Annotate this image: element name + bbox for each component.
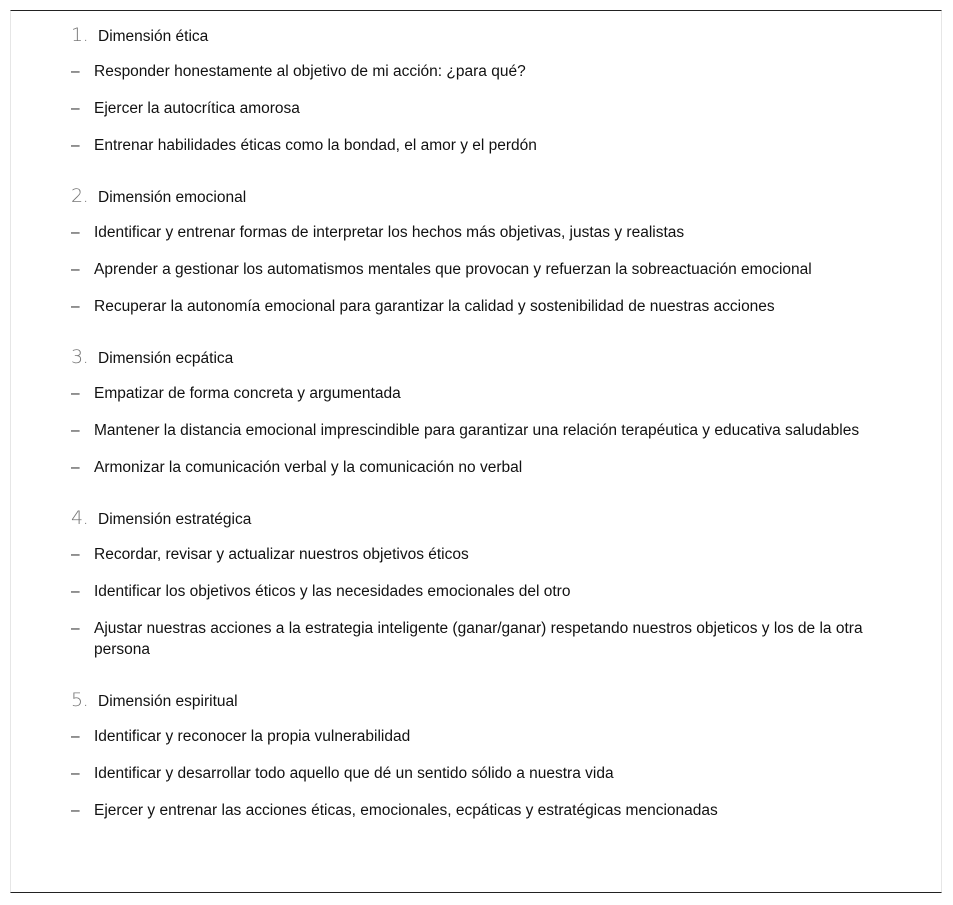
- dash-bullet: –: [71, 422, 80, 439]
- dash-bullet: –: [71, 63, 80, 80]
- section-heading: [71, 346, 901, 368]
- list-item: [71, 618, 901, 660]
- dash-bullet: –: [71, 546, 80, 563]
- section-title: Dimensión espiritual: [98, 693, 238, 710]
- item-text: Recuperar la autonomía emocional para garantizar la calidad y sostenibilidad de nuestras acciones: [94, 298, 775, 315]
- list-item: [71, 581, 901, 602]
- list-item: [71, 259, 901, 280]
- item-text: Identificar y desarrollar todo aquello que dé un sentido sólido a nuestra vida: [94, 765, 614, 782]
- list-item: [71, 383, 901, 404]
- section-heading: [71, 507, 901, 529]
- section-heading: [71, 689, 901, 711]
- list-item: [71, 61, 901, 82]
- section-title: Dimensión ética: [98, 28, 209, 45]
- section-heading: [71, 24, 901, 46]
- section-espiritual: [71, 689, 901, 821]
- dash-bullet: –: [71, 765, 80, 782]
- dash-bullet: –: [71, 298, 80, 315]
- section-number: 1.: [71, 24, 89, 46]
- dash-bullet: –: [71, 224, 80, 241]
- list-item: [71, 420, 901, 441]
- section-number: 5.: [71, 689, 89, 711]
- list-item: [71, 135, 901, 156]
- dash-bullet: –: [71, 620, 80, 637]
- table-frame: [10, 10, 942, 893]
- item-text: Ejercer la autocrítica amorosa: [94, 100, 300, 117]
- section-number: 4.: [71, 507, 89, 529]
- dash-bullet: –: [71, 137, 80, 154]
- dash-bullet: –: [71, 728, 80, 745]
- list-item: [71, 457, 901, 478]
- dash-bullet: –: [71, 261, 80, 278]
- list-item: [71, 296, 901, 317]
- item-text: Identificar los objetivos éticos y las necesidades emocionales del otro: [94, 583, 571, 600]
- section-ecpatica: [71, 346, 901, 478]
- section-number: 2.: [71, 185, 89, 207]
- dash-bullet: –: [71, 459, 80, 476]
- item-text: Mantener la distancia emocional imprescindible para garantizar una relación terapéutica y educativa saludables: [94, 422, 860, 439]
- list-item: [71, 98, 901, 119]
- dash-bullet: –: [71, 385, 80, 402]
- section-title: Dimensión emocional: [98, 189, 247, 206]
- item-text: Recordar, revisar y actualizar nuestros objetivos éticos: [94, 546, 469, 563]
- section-number: 3.: [71, 346, 89, 368]
- section-title: Dimensión estratégica: [98, 511, 252, 528]
- section-estrategica: [71, 507, 901, 660]
- item-text: Identificar y entrenar formas de interpretar los hechos más objetivas, justas y realistas: [94, 224, 685, 241]
- list-item: [71, 544, 901, 565]
- list-item: [71, 800, 901, 821]
- item-text: Aprender a gestionar los automatismos mentales que provocan y refuerzan la sobreactuación emocional: [94, 261, 812, 278]
- item-text: Armonizar la comunicación verbal y la comunicación no verbal: [94, 459, 523, 476]
- dash-bullet: –: [71, 100, 80, 117]
- dash-bullet: –: [71, 802, 80, 819]
- list-item: [71, 763, 901, 784]
- item-text: Ejercer y entrenar las acciones éticas, emocionales, ecpáticas y estratégicas mencionadas: [94, 802, 718, 819]
- section-emocional: [71, 185, 901, 317]
- dimensions-list: [71, 24, 901, 850]
- section-etica: [71, 24, 901, 156]
- section-heading: [71, 185, 901, 207]
- item-text: Responder honestamente al objetivo de mi acción: ¿para qué?: [94, 63, 526, 80]
- item-text: Empatizar de forma concreta y argumentada: [94, 385, 401, 402]
- item-text: Entrenar habilidades éticas como la bondad, el amor y el perdón: [94, 137, 537, 154]
- item-text: Ajustar nuestras acciones a la estrategia inteligente (ganar/ganar) respetando nuestros objeticos y los de la otra persona: [94, 620, 863, 658]
- dash-bullet: –: [71, 583, 80, 600]
- list-item: [71, 726, 901, 747]
- section-title: Dimensión ecpática: [98, 350, 234, 367]
- item-text: Identificar y reconocer la propia vulnerabilidad: [94, 728, 411, 745]
- list-item: [71, 222, 901, 243]
